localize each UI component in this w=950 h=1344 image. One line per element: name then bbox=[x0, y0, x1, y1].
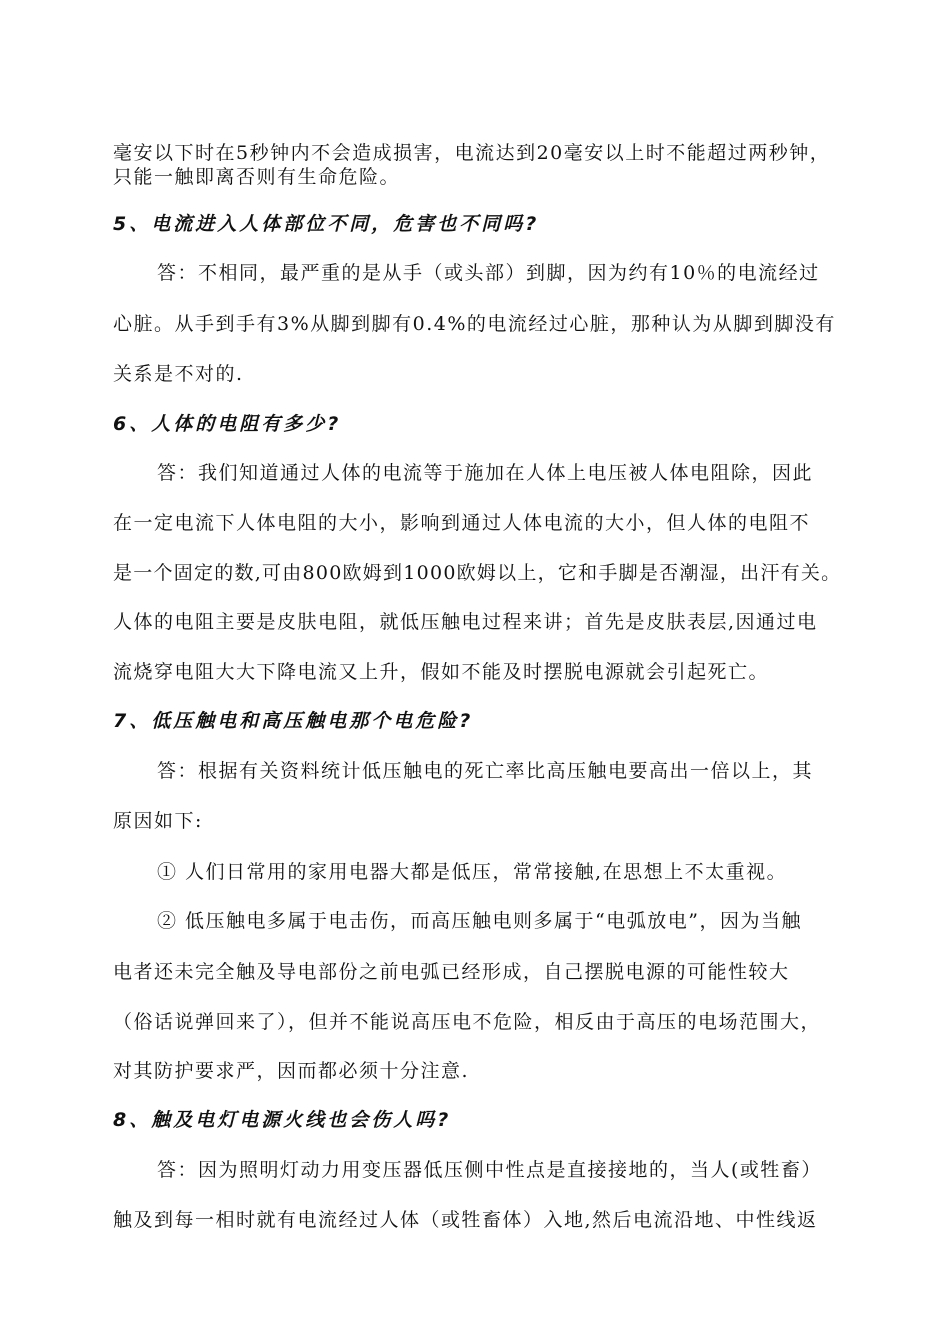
paragraph-line: 对其防护要求严，因而都必须十分注意. bbox=[113, 1060, 470, 1082]
question-heading-6: 6、人体的电阻有多少? bbox=[113, 413, 342, 435]
paragraph-line: 心脏。从手到手有3%从脚到脚有0.4%的电流经过心脏，那种认为从脚到脚没有 bbox=[113, 313, 836, 335]
paragraph-line: 关系是不对的. bbox=[113, 363, 244, 385]
paragraph-line: 电者还未完全触及导电部份之前电弧已经形成，自己摆脱电源的可能性较大 bbox=[113, 961, 790, 983]
paragraph-line: （俗话说弹回来了），但并不能说高压电不危险，相反由于高压的电场范围大， bbox=[113, 1011, 822, 1033]
paragraph-line: 是一个固定的数,可由800欧姆到1000欧姆以上，它和手脚是否潮湿，出汗有关。 bbox=[113, 562, 842, 584]
paragraph-line: 原因如下: bbox=[113, 810, 203, 832]
list-item-1: ① 人们日常用的家用电器大都是低压，常常接触,在思想上不太重视。 bbox=[157, 861, 788, 883]
list-item-2: ② 低压触电多属于电击伤，而高压触电则多属于“电弧放电”，因为当触 bbox=[157, 910, 802, 932]
paragraph-line: 答：不相同，最严重的是从手（或头部）到脚，因为约有10％的电流经过 bbox=[157, 262, 820, 284]
question-heading-5: 5、电流进入人体部位不同，危害也不同吗? bbox=[113, 213, 540, 235]
paragraph-line: 在一定电流下人体电阻的大小，影响到通过人体电流的大小，但人体的电阻不 bbox=[113, 512, 811, 534]
paragraph-line: 触及到每一相时就有电流经过人体（或牲畜体）入地,然后电流沿地、中性线返 bbox=[113, 1209, 818, 1231]
question-heading-8: 8、触及电灯电源火线也会伤人吗? bbox=[113, 1109, 452, 1131]
paragraph-line: 人体的电阻主要是皮肤电阻，就低压触电过程来讲；首先是皮肤表层,因通过电 bbox=[113, 611, 818, 633]
paragraph-line: 毫安以下时在5秒钟内不会造成损害，电流达到20毫安以上时不能超过两秒钟， bbox=[113, 142, 831, 164]
question-heading-7: 7、低压触电和高压触电那个电危险? bbox=[113, 710, 474, 732]
paragraph-line: 答：根据有关资料统计低压触电的死亡率比高压触电要高出一倍以上，其 bbox=[157, 760, 814, 782]
paragraph-line: 只能一触即离否则有生命危险。 bbox=[113, 166, 401, 188]
paragraph-line: 答：因为照明灯动力用变压器低压侧中性点是直接接地的，当人(或牲畜） bbox=[157, 1159, 822, 1181]
paragraph-line: 流烧穿电阻大大下降电流又上升，假如不能及时摆脱电源就会引起死亡。 bbox=[113, 661, 770, 683]
paragraph-line: 答：我们知道通过人体的电流等于施加在人体上电压被人体电阻除，因此 bbox=[157, 462, 814, 484]
